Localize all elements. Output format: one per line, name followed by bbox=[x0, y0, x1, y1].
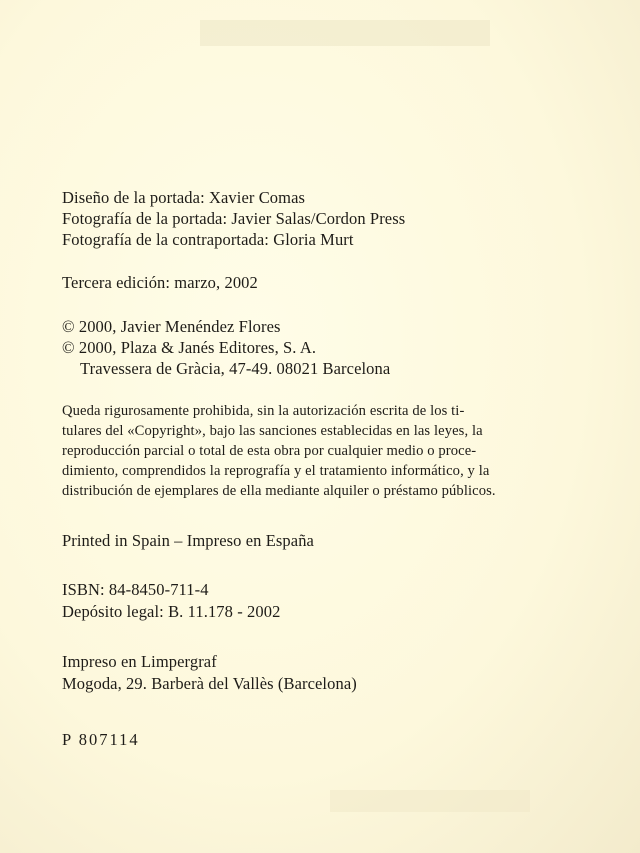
print-code: P 807114 bbox=[62, 730, 140, 749]
publisher-address: Travessera de Gràcia, 47-49. 08021 Barcelona bbox=[80, 359, 391, 378]
legal-notice-line: distribución de ejemplares de ella mediante alquiler o préstamo públicos. bbox=[62, 483, 496, 499]
copyright-author: © 2000, Javier Menéndez Flores bbox=[62, 317, 281, 336]
legal-notice-line: reproducción parcial o total de esta obra por cualquier medio o proce- bbox=[62, 443, 477, 459]
credit-back-photo: Fotografía de la contraportada: Gloria Murt bbox=[62, 230, 354, 249]
legal-notice-line: dimiento, comprendidos la reprografía y el tratamiento informático, y la bbox=[62, 463, 490, 479]
printer-name: Impreso en Limpergraf bbox=[62, 652, 217, 671]
isbn: ISBN: 84-8450-711-4 bbox=[62, 580, 209, 599]
copyright-publisher: © 2000, Plaza & Janés Editores, S. A. bbox=[62, 338, 317, 357]
edition: Tercera edición: marzo, 2002 bbox=[62, 273, 258, 292]
printer-address: Mogoda, 29. Barberà del Vallès (Barcelona) bbox=[62, 674, 357, 693]
printed-in: Printed in Spain – Impreso en España bbox=[62, 531, 314, 550]
legal-notice-line: Queda rigurosamente prohibida, sin la autorización escrita de los ti- bbox=[62, 403, 465, 419]
bleed-through-text bbox=[200, 20, 490, 46]
legal-notice-line: tulares del «Copyright», bajo las sanciones establecidas en las leyes, la bbox=[62, 423, 483, 439]
deposito-legal: Depósito legal: B. 11.178 - 2002 bbox=[62, 602, 281, 621]
bleed-through-text bbox=[330, 790, 530, 812]
credit-cover-photo: Fotografía de la portada: Javier Salas/Cordon Press bbox=[62, 209, 406, 228]
credit-cover-design: Diseño de la portada: Xavier Comas bbox=[62, 188, 306, 207]
